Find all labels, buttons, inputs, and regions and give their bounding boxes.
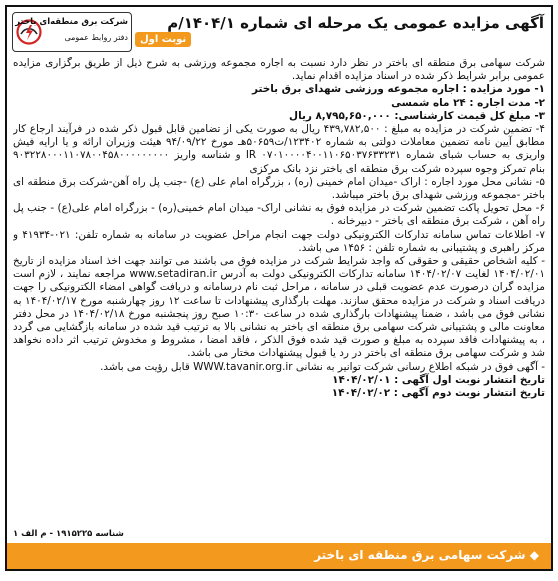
terms-paragraph: - کلیه اشخاص حقیقی و حقوقی که واجد شرایط شرکت در مزایده فوق می باشند می توانند جهت اخذ اسناد مزایده از تاریخ ۱۴۰۴/۰۲/۰۱ لغایت ۱۴۰۴/۰۲/۰۷ سامانه تدارکات الکترونیکی دولت به آدرس www.setadiran.ir مراجعه نمایند ، لازم است مزایده گران درصورت عدم عضویت قبلی در سامانه ، مراحل ثبت نام درسامانه و دریافت گواهی امضاء الکترونیکی را جهت دریافت اسناد و شرکت در مزایده محقق سازند. مهلت بارگذاری پیشنهادات تا ساعت ۱۲ روز چهارشنبه مورخ ۱۴۰۴/۰۲/۱۷ به نشانی فوق می باشد ، ضمنا پیشنهادات بارگذاری شده در ساعت ۱۰:۳۰ صبح روز پنجشنبه مورخ ۱۴۰۴/۰۲/۱۸ در محل دفتر معاونت مالی و پشتیبانی شرکت سهامی برق منطقه ای باختر به نشانی بالا به ترتیب قید شده در سامانه بازگشایی می گردد ، به پیشنهادات فاقد سپرده به مبلغ و صورت قید شده فوق الذکر ، فاقد امضا ، مشروط و مخدوش ترتیب اثر داده نخواهد شد و شرکت سهامی برق منطقه ای باختر در رد یا قبول پیشنهادات مختار می باشد. xyxy=(13,255,545,360)
item-duration: ۲- مدت اجاره : ۲۴ ماه شمسی xyxy=(391,96,545,109)
ad-body xyxy=(13,57,545,517)
intro-paragraph: شرکت سهامی برق منطقه ای باختر در نظر دارد نسبت به اجاره مجموعه ورزشی به شرح ذیل از طریق برگزاری مزایده عمومی برابر شرایط ذکر شده در اسناد مزایده اقدام نماید. xyxy=(13,57,545,83)
item-base-price: ۳- مبلغ کل قیمت کارشناسی: ۸,۷۹۵,۶۵۰,۰۰۰ ریال xyxy=(289,109,545,122)
second-publish-date: تاریخ انتشار نوبت دوم آگهی : ۱۴۰۴/۰۲/۰۲ xyxy=(331,387,545,400)
footer-company-name: ◆ شرکت سهامی برق منطقه ای باختر xyxy=(314,548,539,562)
first-publish-date: تاریخ انتشار نوبت اول آگهی : ۱۴۰۴/۰۲/۰۱ xyxy=(332,373,545,386)
item-guarantee: ۴- تضمین شرکت در مزایده به مبلغ : ۴۳۹,۷۸۲,۵۰۰ ریال به صورت یکی از تضامین قابل قبول ذکر شده در فرآیند ارجاع کار مطابق آیین نامه تضمین معاملات دولتی به شماره ۱۲۳۴۰۲/ت۵۰۶۵۹هـ مورخ ۹۴/۰۹/۲۲ هیئت وزیران ارائه و یا ارایه فیش واریزی به حساب شبای شماره IR ۰۷۰۱۰۰۰۰۴۰۰۱۱۰۶۵۰۳۷۶۳۳۲۳۱ و شناسه واریز ۹۰۳۲۲۸۰۰۰۱۱۰۷۸۰۰۴۵۸۰۰۰۰۰۰۰۰۰ بنام تمرکز وجوه سپرده شرکت برق منطقه ای باختر نزد بانک مرکزی xyxy=(13,123,545,175)
logo-department-name: دفتر روابط عمومی xyxy=(64,33,128,42)
item-delivery-location: ۶- محل تحویل پاکت تضمین شرکت در مزایده فوق به نشانی اراک- میدان امام خمینی(ره) - بزرگراه امام علی(ع) - جنب پل راه آهن ، شرکت برق منطقه ای باختر - دبیرخانه . xyxy=(13,202,545,228)
ad-reference-number: شناسه ۱۹۱۵۲۲۵ - م الف ۱ xyxy=(13,529,124,539)
logo-company-name: شرکت برق منطقه‌ای باختر xyxy=(15,17,128,27)
ad-title: آگهی مزایده عمومی یک مرحله ای شماره ۱۴۰۴/۱/م xyxy=(167,14,544,32)
company-logo-box xyxy=(12,12,132,52)
footer-bar xyxy=(7,543,551,569)
first-notice-badge: نوبت اول xyxy=(135,32,191,47)
tavanir-notice: - آگهی فوق در شبکه اطلاع رسانی شرکت توانیر به نشانی WWW.tavanir.org.ir قابل رؤیت می باشد. xyxy=(100,360,545,373)
tender-advertisement xyxy=(5,5,553,571)
item-subject: ۱- مورد مزایده : اجاره مجموعه ورزشی شهدای برق باختر xyxy=(252,83,545,96)
item-address: ۵- نشانی محل مورد اجاره : اراک -میدان امام خمینی (ره) ، بزرگراه امام علی (ع) -جنب پل راه آهن-شرکت برق منطقه ای باختر -مجموعه ورزشی شهدای برق باختر میباشد. xyxy=(13,175,545,202)
item-contact-info: ۷- اطلاعات تماس سامانه تدارکات الکترونیکی دولت جهت انجام مراحل عضویت در سامانه به شماره تلفن: ۰۲۱-۴۱۹۳۴ و مرکز راهبری و پشتیبانی به شماره تلفن : ۱۴۵۶ می باشد. xyxy=(13,228,545,254)
ad-header xyxy=(10,10,548,54)
